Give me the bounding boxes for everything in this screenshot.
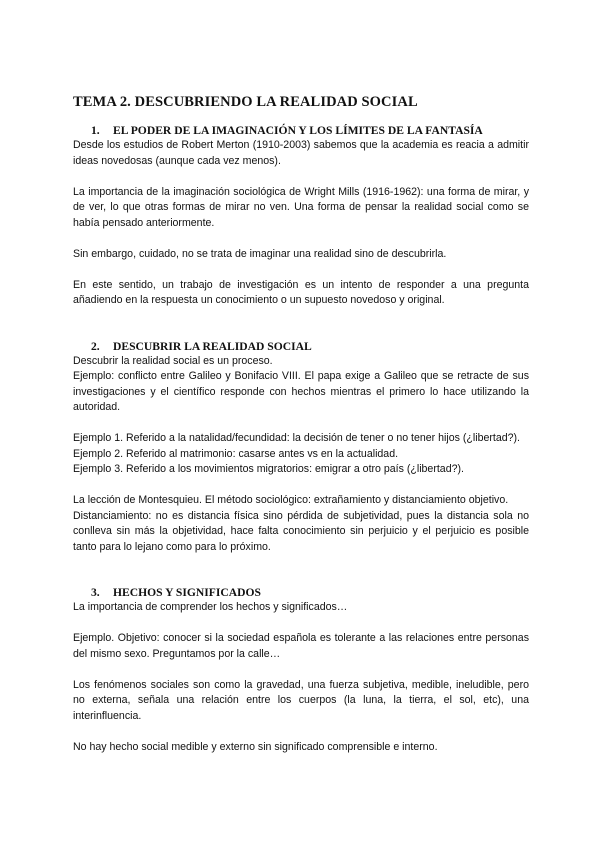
section-2-example-2: Ejemplo 2. Referido al matrimonio: casarse antes vs en la actualidad. (73, 447, 399, 460)
section-1-heading (73, 124, 529, 138)
section-1-paragraph-3: Sin embargo, cuidado, no se trata de imaginar una realidad sino de descubrirla. (73, 247, 447, 260)
section-1-paragraph-1: Desde los estudios de Robert Merton (1910-2003) sabemos que la academia es reacia a admitir ideas novedosas (aunque cada vez menos). (73, 139, 529, 167)
section-3-phenomena: Los fenómenos sociales son como la gravedad, una fuerza subjetiva, medible, ineludible, pero no externa, señala una relación entre los cuerpos (la luna, la tierra, el sol, etc), una interinfluencia. (73, 678, 529, 722)
section-2-title: DESCUBRIR LA REALIDAD SOCIAL (113, 339, 312, 353)
section-1-title: EL PODER DE LA IMAGINACIÓN Y LOS LÍMITES DE LA FANTASÍA (113, 124, 483, 137)
section-2-number: 2. (91, 339, 100, 353)
section-2-heading (73, 340, 529, 354)
section-1-paragraph-4: En este sentido, un trabajo de investigación es un intento de responder a una pregunta añadiendo en la respuesta un conocimiento o un supuesto novedoso y original. (73, 278, 529, 306)
section-2-example-3: Ejemplo 3. Referido a los movimientos migratorios: emigrar a otro país (¿libertad?). (73, 463, 464, 475)
section-3-number: 3. (91, 586, 100, 599)
section-2-intro: Descubrir la realidad social es un proceso. (73, 354, 273, 367)
section-3-title: HECHOS Y SIGNIFICADOS (113, 586, 261, 599)
document-content (73, 94, 529, 755)
section-1-number: 1. (91, 124, 100, 137)
section-3-example: Ejemplo. Objetivo: conocer si la sociedad española es tolerante a las relaciones entre personas del mismo sexo. Preguntamos por la calle… (73, 632, 529, 660)
section-1-paragraph-2: La importancia de la imaginación sociológica de Wright Mills (1916-1962): una forma de mirar, y de ver, lo que otras formas de mirar no ven. Una forma de pensar la realidad social como se había pensado anteriormente. (73, 185, 529, 229)
section-2-example: Ejemplo: conflicto entre Galileo y Bonifacio VIII. El papa exige a Galileo que se retracte de sus investigaciones y el científico responde con hechos mientras el primero lo hace utilizando la autoridad. (73, 370, 529, 413)
section-3-conclusion: No hay hecho social medible y externo sin significado comprensible e interno. (73, 740, 438, 753)
section-3-heading (73, 586, 529, 600)
section-2-example-1: Ejemplo 1. Referido a la natalidad/fecundidad: la decisión de tener o no tener hijos (¿libertad?). (73, 432, 520, 444)
section-2-lesson: La lección de Montesquieu. El método sociológico: extrañamiento y distanciamiento objetivo. (73, 494, 509, 506)
section-3-intro: La importancia de comprender los hechos y significados… (73, 601, 348, 613)
document-title: TEMA 2. DESCUBRIENDO LA REALIDAD SOCIAL (73, 94, 418, 110)
section-2-distance: Distanciamiento: no es distancia física sino pérdida de subjetividad, pues la distancia sola no conlleva sin más la objetividad, hace falta conocimiento sin perjuicio y el perjuicio es posible tanto para lo lejano como para lo próximo. (73, 509, 529, 553)
